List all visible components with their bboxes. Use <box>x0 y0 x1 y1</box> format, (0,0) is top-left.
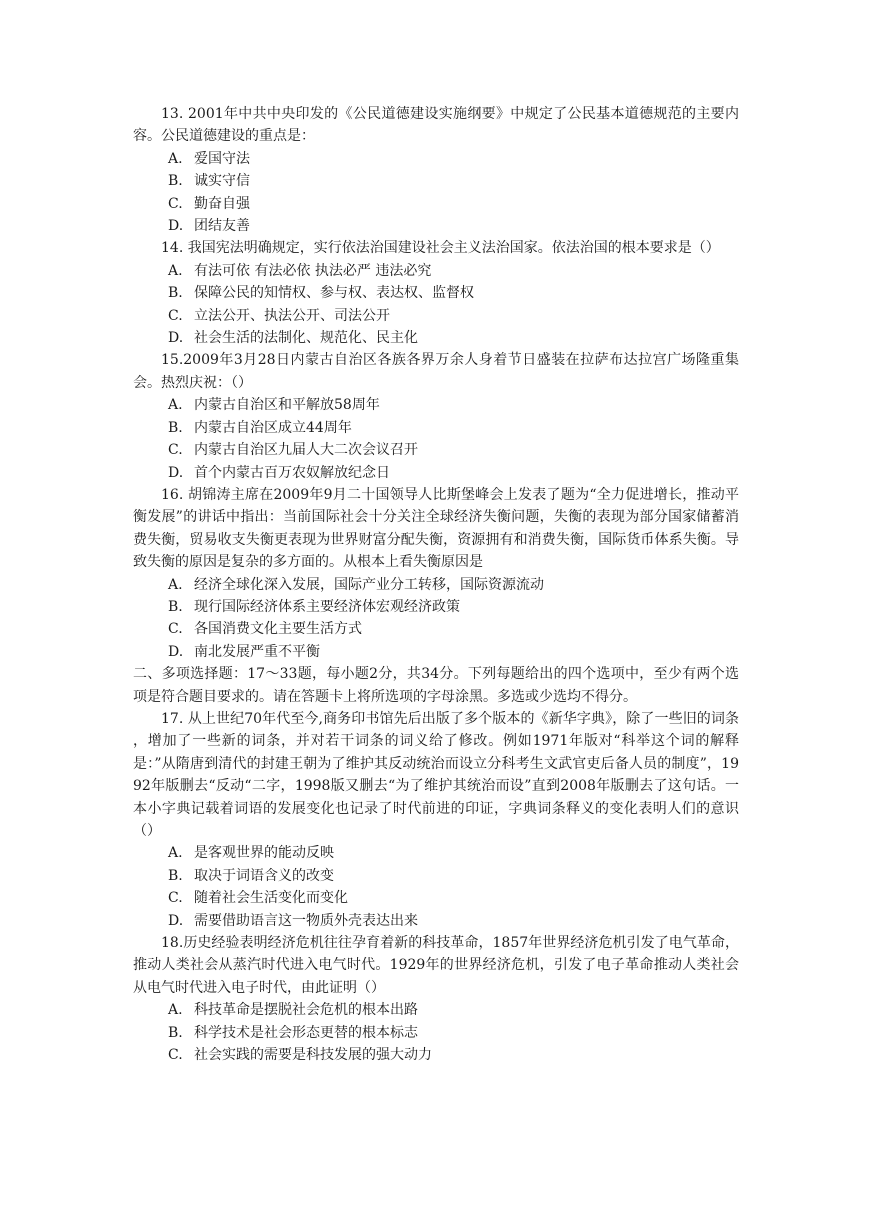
question-18-text: 18.历史经验表明经济危机往往孕育着新的科技革命，1857年世界经济危机引发了电气革命，推动人类社会从蒸汽时代进入电气时代。1929年的世界经济危机，引发了电子革命推动人类社会从电气时代进入电子时代，由此证明（） <box>133 935 739 996</box>
option-text: 社会生活的法制化、规范化、民主化 <box>194 330 418 347</box>
option-letter: A. <box>168 576 183 593</box>
option-letter: C. <box>168 621 183 638</box>
option-c <box>133 887 739 909</box>
option-letter: C. <box>168 307 183 324</box>
option-letter: C. <box>168 890 183 907</box>
question-17-options <box>133 842 739 932</box>
option-text: 各国消费文化主要生活方式 <box>194 621 362 638</box>
option-text: 社会实践的需要是科技发展的强大动力 <box>194 1047 432 1064</box>
option-letter: C. <box>168 1047 183 1064</box>
option-text: 首个内蒙古百万农奴解放纪念日 <box>194 464 390 481</box>
option-b <box>133 596 739 618</box>
option-a <box>133 842 739 864</box>
option-c <box>133 439 739 461</box>
option-letter: B. <box>168 285 183 302</box>
option-text: 勤奋自强 <box>194 195 250 212</box>
question-13-text: 13. 2001年中共中央印发的《公民道德建设实施纲要》中规定了公民基本道德规范的主要内容。公民道德建设的重点是： <box>133 106 739 145</box>
option-d <box>133 327 739 349</box>
option-text: 现行国际经济体系主要经济体宏观经济政策 <box>194 598 460 615</box>
option-letter: A. <box>168 845 183 862</box>
option-text: 团结友善 <box>194 218 250 235</box>
option-text: 保障公民的知情权、参与权、表达权、监督权 <box>194 285 474 302</box>
option-a <box>133 999 739 1021</box>
option-letter: B. <box>168 598 183 615</box>
question-18-options <box>133 999 739 1066</box>
option-letter: D. <box>168 643 184 660</box>
question-16 <box>133 484 739 663</box>
question-16-text: 16. 胡锦涛主席在2009年9月二十国领导人比斯堡峰会上发表了题为“全力促进增长，推动平衡发展”的讲话中指出：当前国际社会十分关注全球经济失衡问题，失衡的表现为部分国家储蓄消费失衡，贸易收支失衡更表现为世界财富分配失衡，资源拥有和消费失衡，国际货币体系失衡。导致失衡的原因是复杂的多方面的。从根本上看失衡原因是 <box>133 486 739 571</box>
option-letter: D. <box>168 464 184 481</box>
option-text: 随着社会生活变化而变化 <box>194 890 348 907</box>
option-letter: B. <box>168 173 183 190</box>
option-text: 内蒙古自治区和平解放58周年 <box>194 397 380 414</box>
option-text: 南北发展严重不平衡 <box>194 643 320 660</box>
option-a <box>133 148 739 170</box>
option-b <box>133 282 739 304</box>
option-d <box>133 641 739 663</box>
question-13-options <box>133 148 739 238</box>
option-c <box>133 618 739 640</box>
option-letter: C. <box>168 195 183 212</box>
option-text: 立法公开、执法公开、司法公开 <box>194 307 390 324</box>
option-text: 取决于词语含义的改变 <box>194 867 334 884</box>
option-b <box>133 170 739 192</box>
option-a <box>133 260 739 282</box>
option-letter: D. <box>168 218 184 235</box>
question-14 <box>133 237 739 349</box>
option-letter: A. <box>168 397 183 414</box>
option-letter: C. <box>168 442 183 459</box>
option-text: 爱国守法 <box>194 150 250 167</box>
option-b <box>133 865 739 887</box>
section-heading-multiple-choice: 二、多项选择题：17～33题，每小题2分，共34分。下列每题给出的四个选项中，至少有两个选项是符合题目要求的。请在答题卡上将所选项的字母涂黑。多选或少选均不得分。 <box>133 666 739 705</box>
option-text: 诚实守信 <box>194 173 250 190</box>
option-text: 科学技术是社会形态更替的根本标志 <box>194 1024 418 1041</box>
option-letter: A. <box>168 262 183 279</box>
option-d <box>133 462 739 484</box>
question-15-options <box>133 394 739 484</box>
option-text: 内蒙古自治区成立44周年 <box>194 419 352 436</box>
option-c <box>133 305 739 327</box>
question-17-text: 17. 从上世纪70年代至今,商务印书馆先后出版了多个版本的《新华字典》，除了一些旧的词条 ，增加了一些新的词条，并对若干词条的词义给了修改。例如1971年版对“科举这个词的解释是：”从隋唐到清代的封建王朝为了维护其反动统治而设立分科考生文武官吏后备人员的制度”，1992年版删去“反动“二字，1998版又删去“为了维护其统治而设”直到2008年版删去了这句话。一本小字典记载着词语的发展变化也记录了时代前进的印证，字典词条释义的变化表明人们的意识（） <box>133 710 739 839</box>
question-16-options <box>133 574 739 664</box>
option-a <box>133 574 739 596</box>
option-text: 内蒙古自治区九届人大二次会议召开 <box>194 442 418 459</box>
option-letter: B. <box>168 419 183 436</box>
option-letter: B. <box>168 1024 183 1041</box>
option-letter: A. <box>168 150 183 167</box>
option-letter: D. <box>168 330 184 347</box>
option-text: 有法可依 有法必依 执法必严 违法必究 <box>194 262 432 279</box>
question-14-options <box>133 260 739 350</box>
option-d <box>133 215 739 237</box>
question-15-text: 15.2009年3月28日内蒙古自治区各族各界万余人身着节日盛装在拉萨布达拉宫广场隆重集会。热烈庆祝：（） <box>133 352 739 391</box>
option-text: 科技革命是摆脱社会危机的根本出路 <box>194 1002 418 1019</box>
option-text: 经济全球化深入发展，国际产业分工转移，国际资源流动 <box>194 576 544 593</box>
question-15 <box>133 349 739 483</box>
option-text: 需要借助语言这一物质外壳表达出来 <box>194 912 418 929</box>
question-13 <box>133 103 739 237</box>
option-text: 是客观世界的能动反映 <box>194 845 334 862</box>
option-letter: D. <box>168 912 184 929</box>
exam-page <box>133 103 739 1066</box>
option-c <box>133 193 739 215</box>
option-c <box>133 1044 739 1066</box>
option-a <box>133 394 739 416</box>
question-18 <box>133 932 739 1066</box>
option-letter: B. <box>168 867 183 884</box>
option-letter: A. <box>168 1002 183 1019</box>
option-b <box>133 1022 739 1044</box>
option-d <box>133 910 739 932</box>
question-17 <box>133 708 739 932</box>
option-b <box>133 417 739 439</box>
question-14-text: 14. 我国宪法明确规定，实行依法治国建设社会主义法治国家。依法治国的根本要求是（） <box>161 240 720 257</box>
